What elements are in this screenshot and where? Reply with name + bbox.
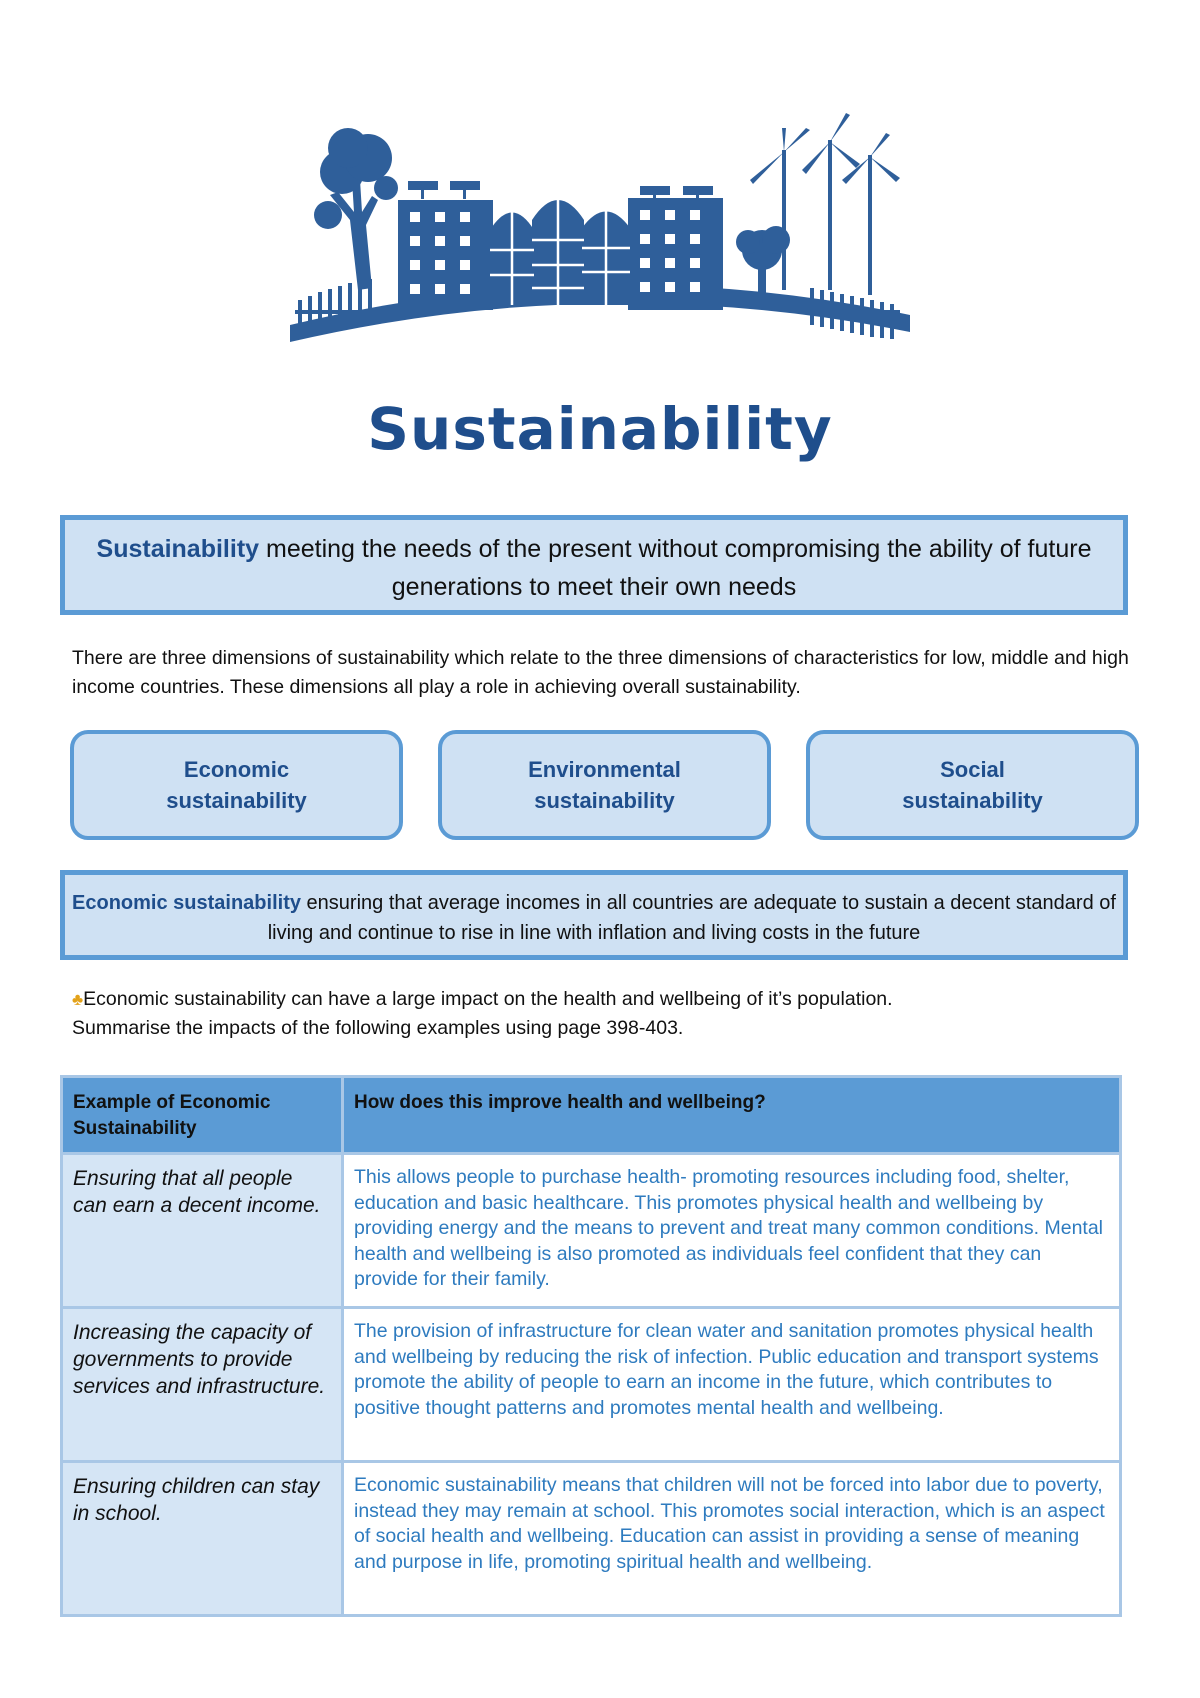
dimension-label: Social [940,757,1005,782]
impact-cell: The provision of infrastructure for clean water and sanitation promotes physical health and wellbeing by reducing the risk of infection. Public education and transport systems promote the ability of people to earn an income in the future, which contributes to positive thought patterns and promotes mental health and wellbeing. [343,1308,1121,1462]
example-cell: Ensuring that all people can earn a decent income. [62,1154,343,1308]
example-cell: Increasing the capacity of governments to provide services and infrastructure. [62,1308,343,1462]
dimension-label: sustainability [902,788,1043,813]
economic-sustainability-table [60,1075,1122,1617]
dimension-label: sustainability [534,788,675,813]
table-header-example: Example of Economic Sustainability [62,1077,343,1154]
economic-sustainability-definition-box [60,870,1128,960]
dimension-box-social [806,730,1139,840]
wind-turbine-icon [750,113,900,295]
task-line-2: Summarise the impacts of the following examples using page 398-403. [72,1017,684,1039]
dimension-label: sustainability [166,788,307,813]
example-cell: Ensuring children can stay in school. [62,1462,343,1616]
table-header-row [62,1077,1121,1154]
intro-paragraph: There are three dimensions of sustainability which relate to the three dimensions of characteristics for low, middle and high income countries. These dimensions all play a role in achieving overall sustainability. [72,647,1129,698]
impact-cell: This allows people to purchase health- promoting resources including food, shelter, education and basic healthcare. This promotes physical health and wellbeing by providing energy and the means to prevent and treat many common conditions. Mental health and wellbeing is also promoted as individuals feel confident that they can provide for their family. [343,1154,1121,1308]
table-row [62,1154,1121,1308]
dimension-box-economic [70,730,403,840]
task-line-1: Economic sustainability can have a large impact on the health and wellbeing of it’s population. [83,988,893,1010]
sustainability-definition-box [60,515,1128,615]
dimension-label: Environmental [528,757,681,782]
table-row [62,1462,1121,1616]
definition-term: Sustainability [96,535,260,563]
economic-definition-term: Economic sustainability [72,892,301,914]
dimension-box-environmental [438,730,771,840]
dimension-label: Economic [183,757,290,782]
tree-icon [736,226,790,300]
impact-cell: Economic sustainability means that children will not be forced into labor due to poverty, instead they may remain at school. This promotes social interaction, which is an aspect of social health and wellbeing. Education can assist in providing a sense of meaning and purpose in life, promoting spiritual health and wellbeing. [343,1462,1121,1616]
club-icon: ♣ [72,990,84,1009]
table-row [62,1308,1121,1462]
table-header-impact: How does this improve health and wellbeing? [343,1077,1121,1154]
tree-icon [314,128,398,290]
task-instructions [72,985,1142,1043]
definition-text: meeting the needs of the present without compromising the ability of future generations to meet their own needs [259,535,1092,601]
economic-definition-text: ensuring that average incomes in all countries are adequate to sustain a decent standard of living and continue to rise in line with inflation and living costs in the future [267,892,1116,944]
sustainable-city-illustration [290,100,930,375]
page-title: Sustainability [367,395,833,463]
